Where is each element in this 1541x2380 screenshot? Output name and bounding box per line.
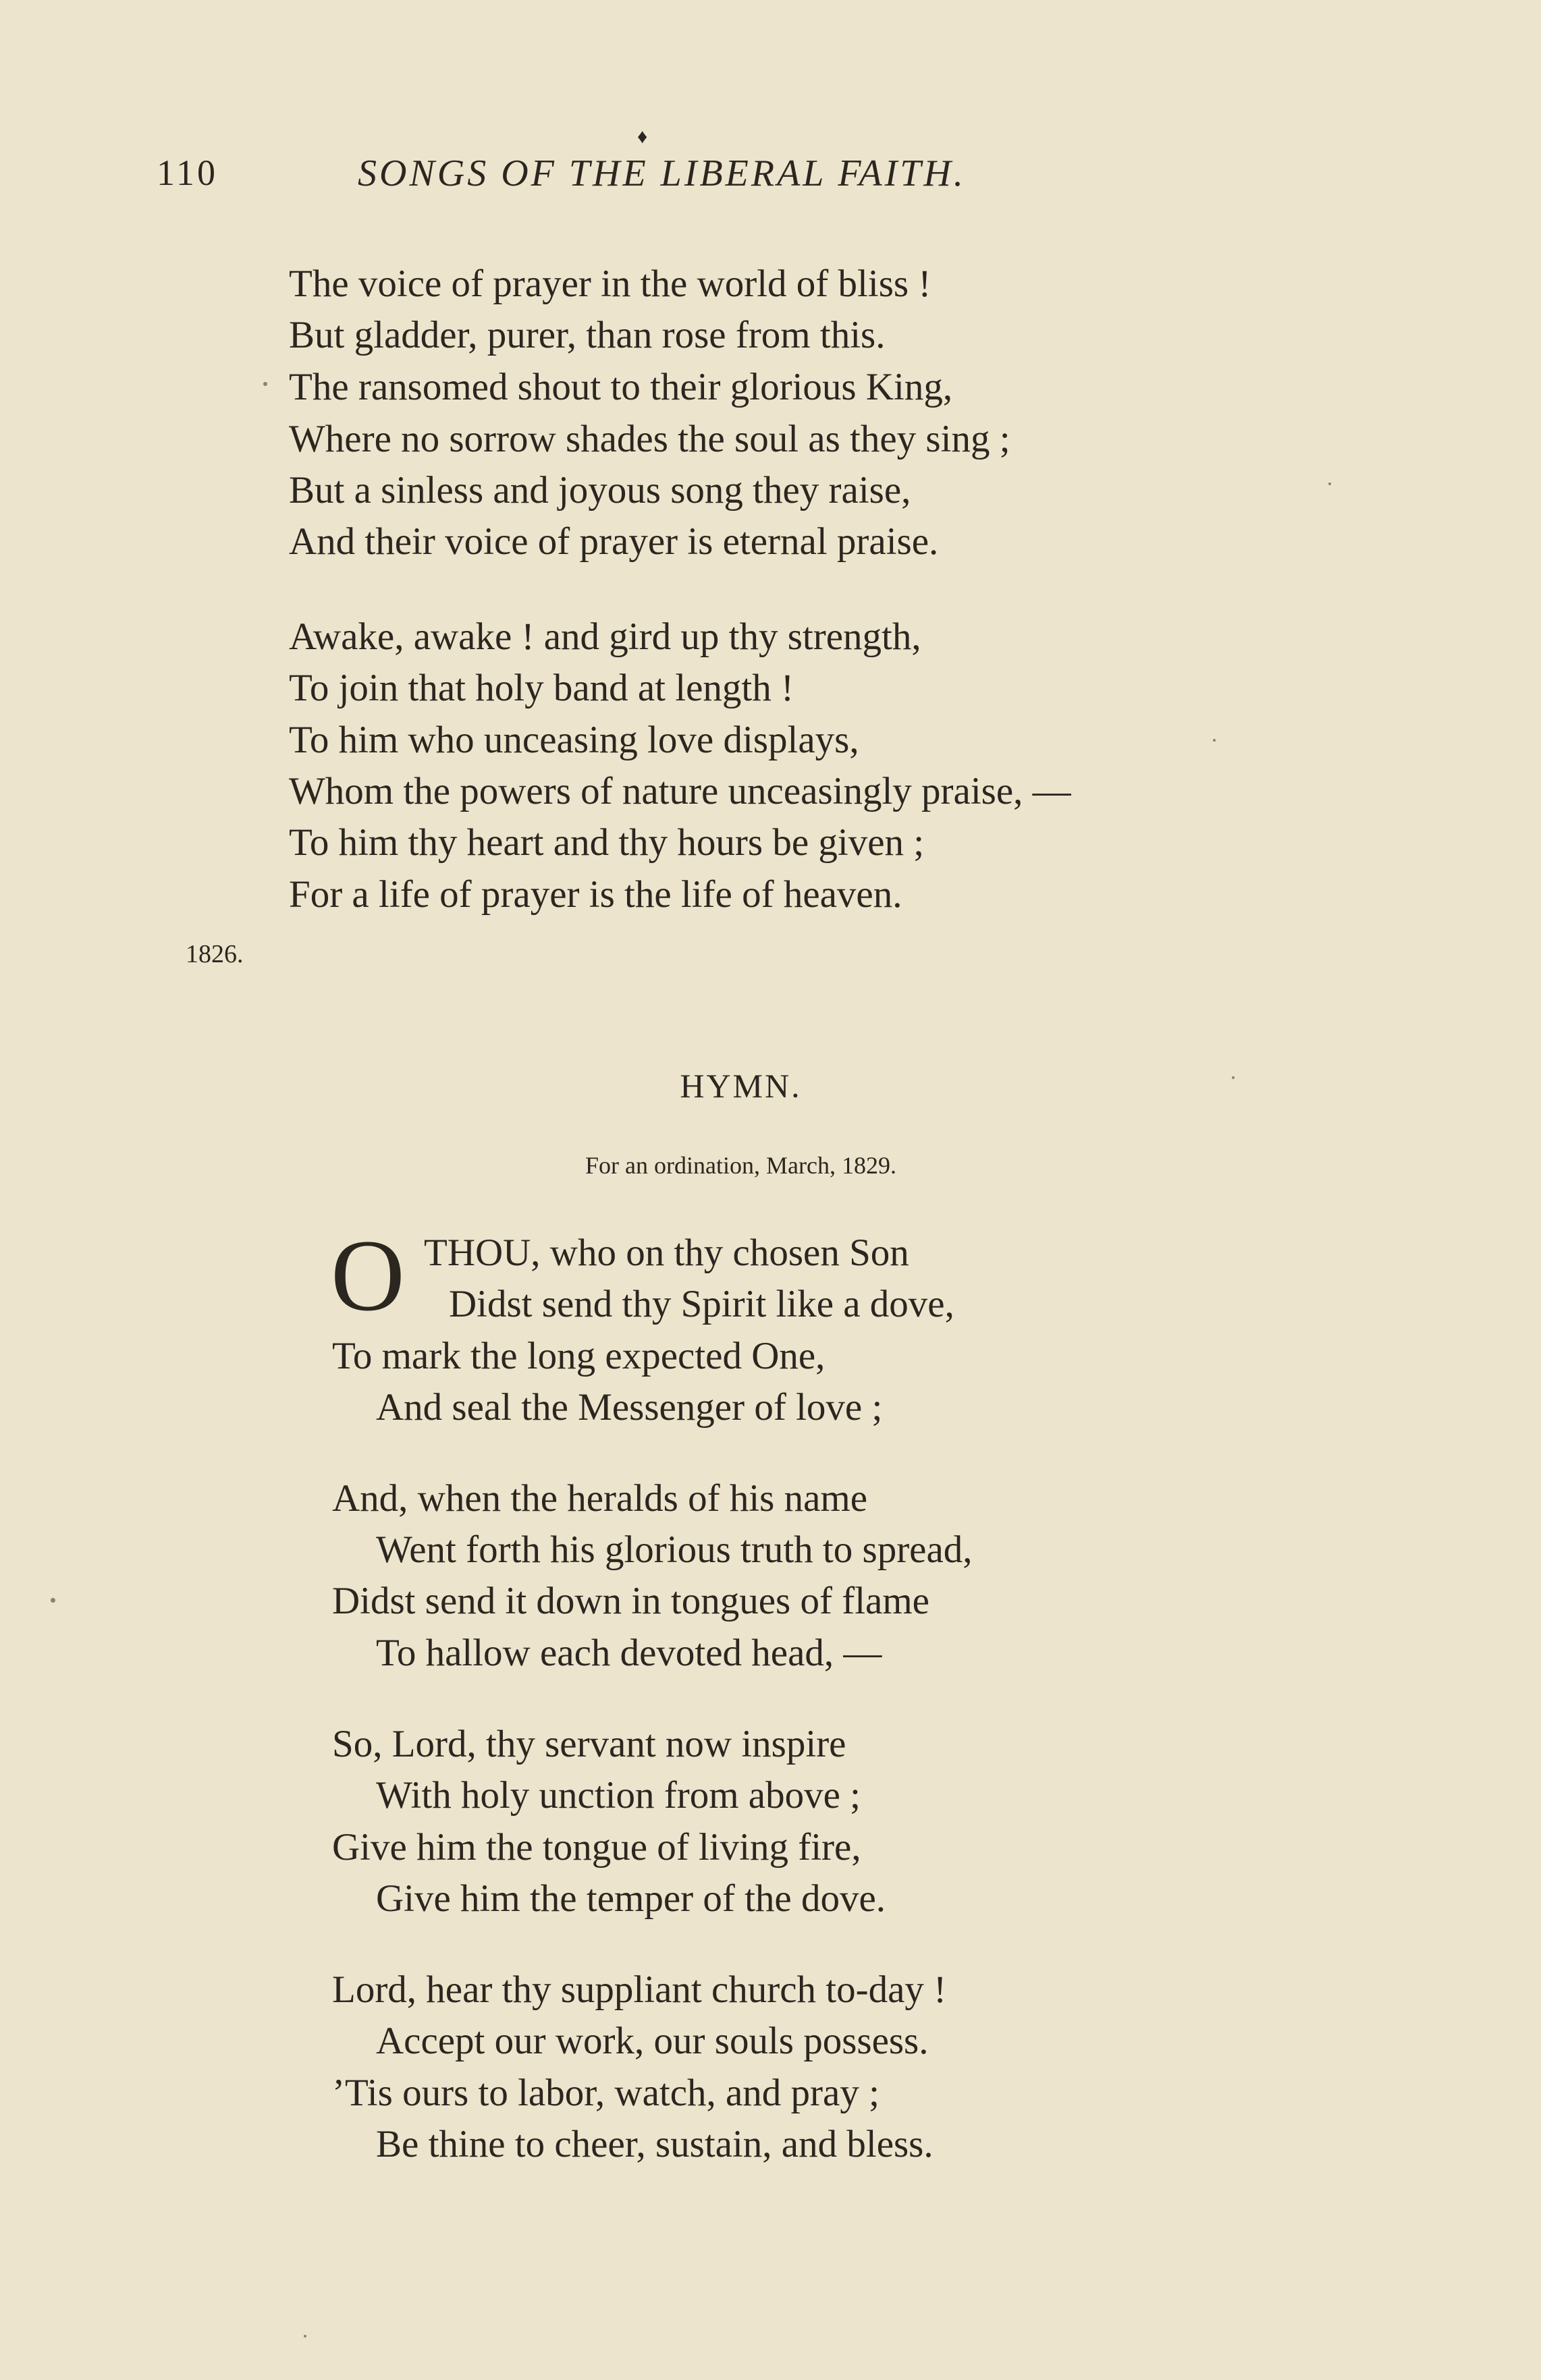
verse-line: For a life of prayer is the life of heaven. (289, 873, 902, 916)
running-title: SONGS OF THE LIBERAL FAITH. (358, 153, 966, 194)
verse-line: Didst send it down in tongues of flame (332, 1580, 929, 1622)
verse-line: With holy unction from above ; (376, 1774, 861, 1817)
verse-line: Awake, awake ! and gird up thy strength, (289, 615, 921, 658)
verse-line: Where no sorrow shades the soul as they sing ; (289, 418, 1010, 460)
paper-speck (1232, 1076, 1235, 1079)
verse-line: To him thy heart and thy hours be given ; (289, 821, 925, 864)
verse-line: But a sinless and joyous song they raise, (289, 469, 911, 511)
verse-line: Whom the powers of nature unceasingly praise, — (289, 770, 1071, 812)
verse-line: And their voice of prayer is eternal praise. (289, 520, 939, 563)
verse-line: Give him the tongue of living fire, (332, 1826, 861, 1869)
verse-line: The voice of prayer in the world of bliss ! (289, 262, 931, 305)
verse-line: To mark the long expected One, (332, 1335, 826, 1377)
verse-line: So, Lord, thy servant now inspire (332, 1723, 846, 1765)
page-number: 110 (157, 153, 218, 193)
paper-speck (1213, 739, 1216, 742)
verse-line: Accept our work, our souls possess. (376, 2020, 929, 2062)
hymn-title: HYMN. (680, 1067, 802, 1105)
drop-cap: O (331, 1219, 405, 1332)
verse-line: Went forth his glorious truth to spread, (376, 1528, 973, 1571)
verse-line: To hallow each devoted head, — (376, 1632, 882, 1674)
verse-line: To him who unceasing love displays, (289, 719, 859, 761)
verse-line: Lord, hear thy suppliant church to-day ! (332, 1968, 947, 2011)
verse-line: ’Tis ours to labor, watch, and pray ; (332, 2072, 880, 2114)
verse-line: Be thine to cheer, sustain, and bless. (376, 2123, 934, 2165)
paper-speck (1328, 482, 1331, 485)
verse-line: THOU, who on thy chosen Son (424, 1231, 909, 1274)
paper-speck (263, 382, 267, 386)
poem-date: 1826. (186, 940, 244, 968)
verse-line: And, when the heralds of his name (332, 1477, 868, 1520)
paper-speck (51, 1598, 55, 1603)
hymn-subtitle: For an ordination, March, 1829. (585, 1152, 896, 1179)
paper-speck (304, 2335, 306, 2337)
header-ornament: ♦ (637, 126, 648, 148)
verse-line: The ransomed shout to their glorious King, (289, 366, 953, 408)
verse-line: But gladder, purer, than rose from this. (289, 314, 886, 356)
verse-line: To join that holy band at length ! (289, 667, 794, 709)
verse-line: Didst send thy Spirit like a dove, (449, 1283, 954, 1325)
verse-line: And seal the Messenger of love ; (376, 1386, 883, 1429)
verse-line: Give him the temper of the dove. (376, 1877, 886, 1920)
